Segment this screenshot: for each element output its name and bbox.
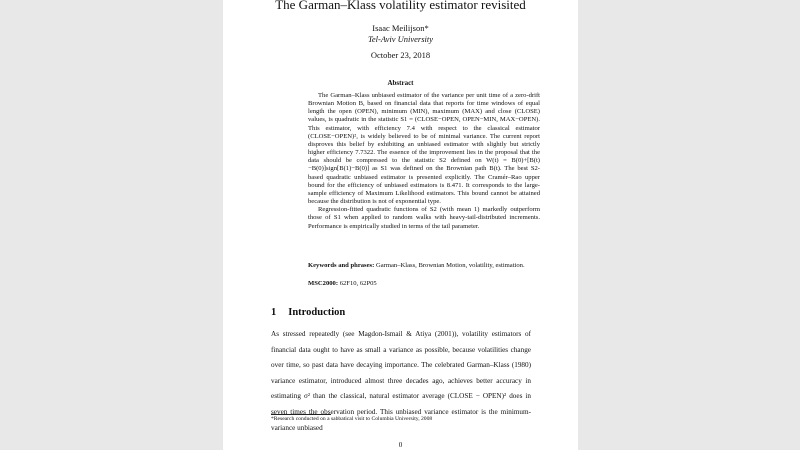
keywords-label: Keywords and phrases:	[308, 262, 375, 269]
intro-paragraph: As stressed repeatedly (see Magdon-Ismail & Atiya (2001)), volatility estimators of financial data ought to have as small a variance as possible, because volatilities change over time, so past data have decaying importance. The celebrated Garman–Klass (1980) variance estimator, introduced almost three decades ago, achieves better accuracy in estimating σ² than the classical, natural estimator average (CLOSE − OPEN)² does in seven times the observation period. This unbiased variance estimator is the minimum-variance unbiased	[271, 330, 531, 432]
section-heading	[271, 307, 345, 318]
author: Isaac Meilijson*	[372, 23, 429, 33]
keywords-text: Garman–Klass, Brownian Motion, volatility, estimation.	[375, 262, 525, 269]
section-title: Introduction	[288, 307, 346, 318]
abstract-paragraph-2: Regression-fitted quadratic functions of S2 (with mean 1) markedly outperform those of S1 when applied to random walks with heavy-tail-distributed increments. Performance is empirically studied in terms of the tail parameter.	[308, 206, 540, 230]
msc-text: 62F10, 62P05	[339, 280, 377, 287]
abstract-paragraph-1: The Garman–Klass unbiased estimator of the variance per unit time of a zero-drift Brownian Motion B, based on financial data that reports for time windows of equal length the open (OPEN), minimum (MIN), maximum (MAX) and close (CLOSE) values, is quadratic in the statistic S1 = (CLOSE−OPEN, OPEN−MIN, MAX−OPEN). This estimator, with efficiency 7.4 with respect to the classical estimator (CLOSE−OPEN)², is widely believed to be of minimal variance. The current report disproves this belief by exhibiting an unbiased estimator with slightly but strictly higher efficiency 7.7322. The essence of the improvement lies in the proposal that the data should be compressed to the statistic S2 defined on W(t) = B(0)+[B(t)−B(0)]sign[B(1)−B(0)] as S1 was defined on the Brownian path B(t). The best S2-based quadratic unbiased estimator is presented explicitly. The Cramér–Rao upper bound for the efficiency of unbiased estimators is 8.471. It corresponds to the large-sample efficiency of Maximum Likelihood estimators. This bound cannot be attained because the distribution is not of exponential type.	[308, 92, 540, 206]
abstract-heading: Abstract	[387, 79, 414, 87]
paper-page	[223, 0, 578, 450]
section-number: 1	[271, 307, 277, 318]
msc-label: MSC2000:	[308, 280, 339, 287]
keywords	[308, 262, 540, 270]
paper-title: The Garman–Klass volatility estimator revisited	[275, 0, 526, 12]
footnote: *Research conducted on a sabbatical visit to Columbia University, 2008	[271, 416, 433, 422]
affiliation: Tel-Aviv University	[367, 34, 434, 44]
abstract-body	[308, 92, 540, 231]
footnote-rule	[271, 414, 331, 415]
date: October 23, 2018	[370, 50, 431, 60]
page-number: 0	[398, 441, 403, 449]
msc-codes	[308, 280, 540, 287]
